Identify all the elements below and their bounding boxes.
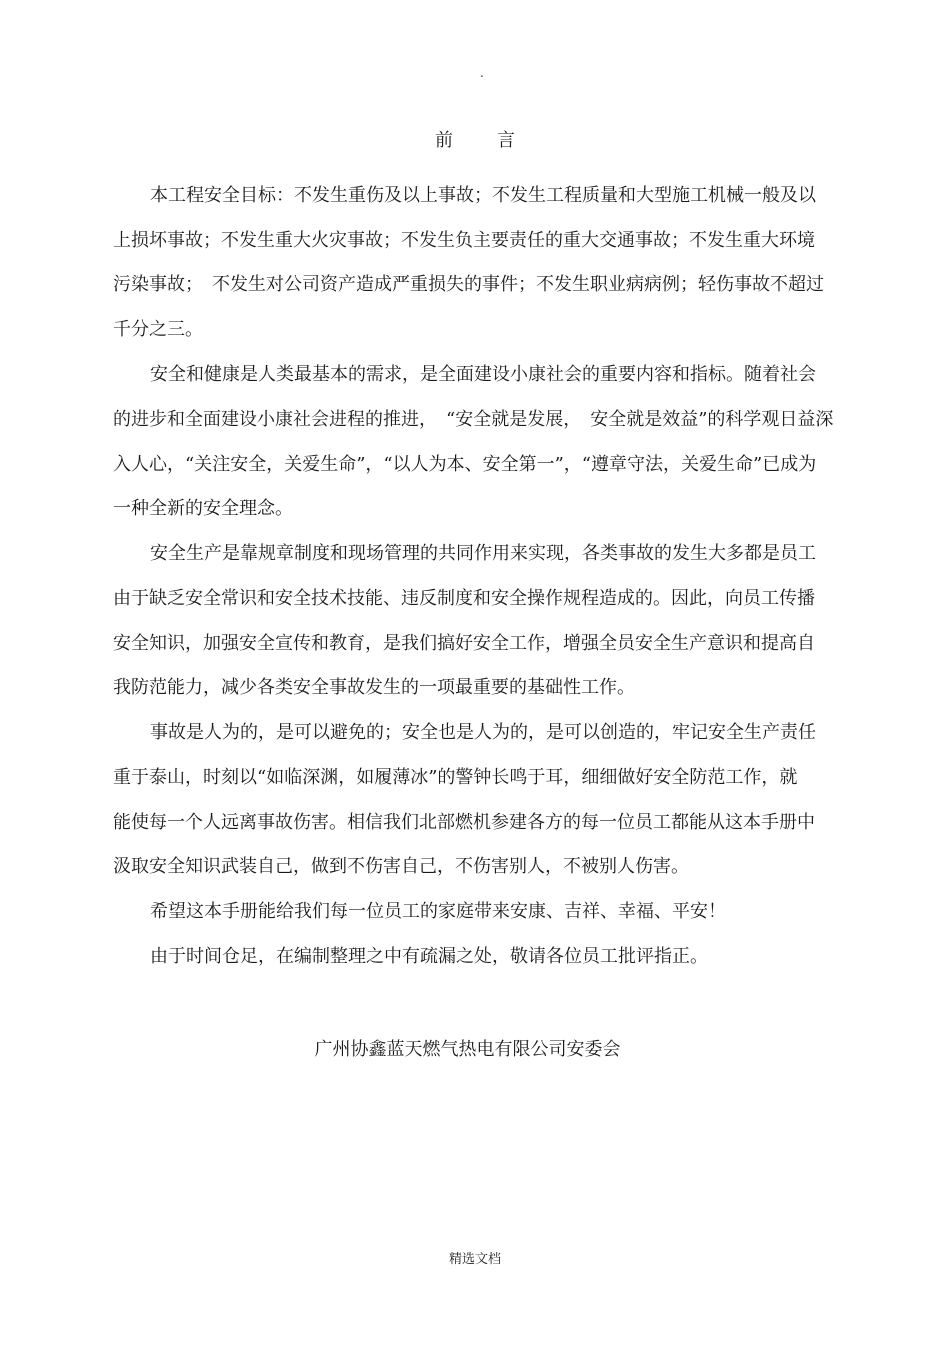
paragraph-line: 能使每一个人远离事故伤害。相信我们北部燃机参建各方的每一位员工都能从这本手册中 (113, 812, 815, 833)
paragraph-line: 我防范能力，减少各类安全事故发生的一项最重要的基础性工作。 (113, 677, 635, 698)
paragraph-line: 安全生产是靠规章制度和现场管理的共同作用来实现，各类事故的发生大多都是员工 (150, 543, 816, 564)
paragraph-line: 安全知识，加强安全宣传和教育，是我们搞好安全工作，增强全员安全生产意识和提高自 (113, 633, 815, 654)
page-top-dot: . (480, 66, 484, 80)
paragraph-line: 安全和健康是人类最基本的需求，是全面建设小康社会的重要内容和指标。随着社会 (150, 364, 816, 385)
paragraph-line: 污染事故； 不发生对公司资产造成严重损失的事件；不发生职业病病例；轻伤事故不超过 (113, 274, 824, 295)
paragraph-line: 事故是人为的，是可以避免的；安全也是人为的，是可以创造的，牢记安全生产责任 (150, 722, 816, 743)
paragraph-line: 汲取安全知识武装自己，做到不伤害自己，不伤害别人，不被别人伤害。 (113, 856, 689, 877)
paragraph-line: 入人心，“关注安全，关爱生命”，“以人为本、安全第一”，“遵章守法，关爱生命”已成为 (113, 454, 817, 475)
paragraph-line: 上损坏事故；不发生重大火灾事故；不发生负主要责任的重大交通事故；不发生重大环境 (113, 230, 815, 251)
paragraph-line: 由于缺乏安全常识和安全技术技能、违反制度和安全操作规程造成的。因此，向员工传播 (113, 588, 815, 609)
paragraph-line: 一种全新的安全理念。 (113, 498, 293, 519)
paragraph-line: 重于泰山，时刻以“如临深渊，如履薄冰”的警钟长鸣于耳，细细做好安全防范工作，就 (113, 767, 798, 788)
paragraph-line: 由于时间仓足，在编制整理之中有疏漏之处，敬请各位员工批评指正。 (150, 946, 708, 967)
title-char-1: 前 (435, 130, 453, 151)
paragraph-line: 千分之三。 (113, 319, 203, 340)
paragraph-line: 本工程安全目标：不发生重伤及以上事故；不发生工程质量和大型施工机械一般及以 (150, 185, 816, 206)
title-char-2: 言 (497, 130, 515, 151)
page-title (0, 126, 950, 152)
paragraph-line: 的进步和全面建设小康社会进程的推进， “安全就是发展， 安全就是效益”的科学观日益深 (113, 409, 834, 430)
paragraph-line: 希望这本手册能给我们每一位员工的家庭带来安康、吉祥、幸福、平安！ (150, 901, 726, 922)
page-footer: 精选文档 (448, 1252, 501, 1267)
signature: 广州协鑫蓝天燃气热电有限公司安委会 (314, 1039, 621, 1060)
